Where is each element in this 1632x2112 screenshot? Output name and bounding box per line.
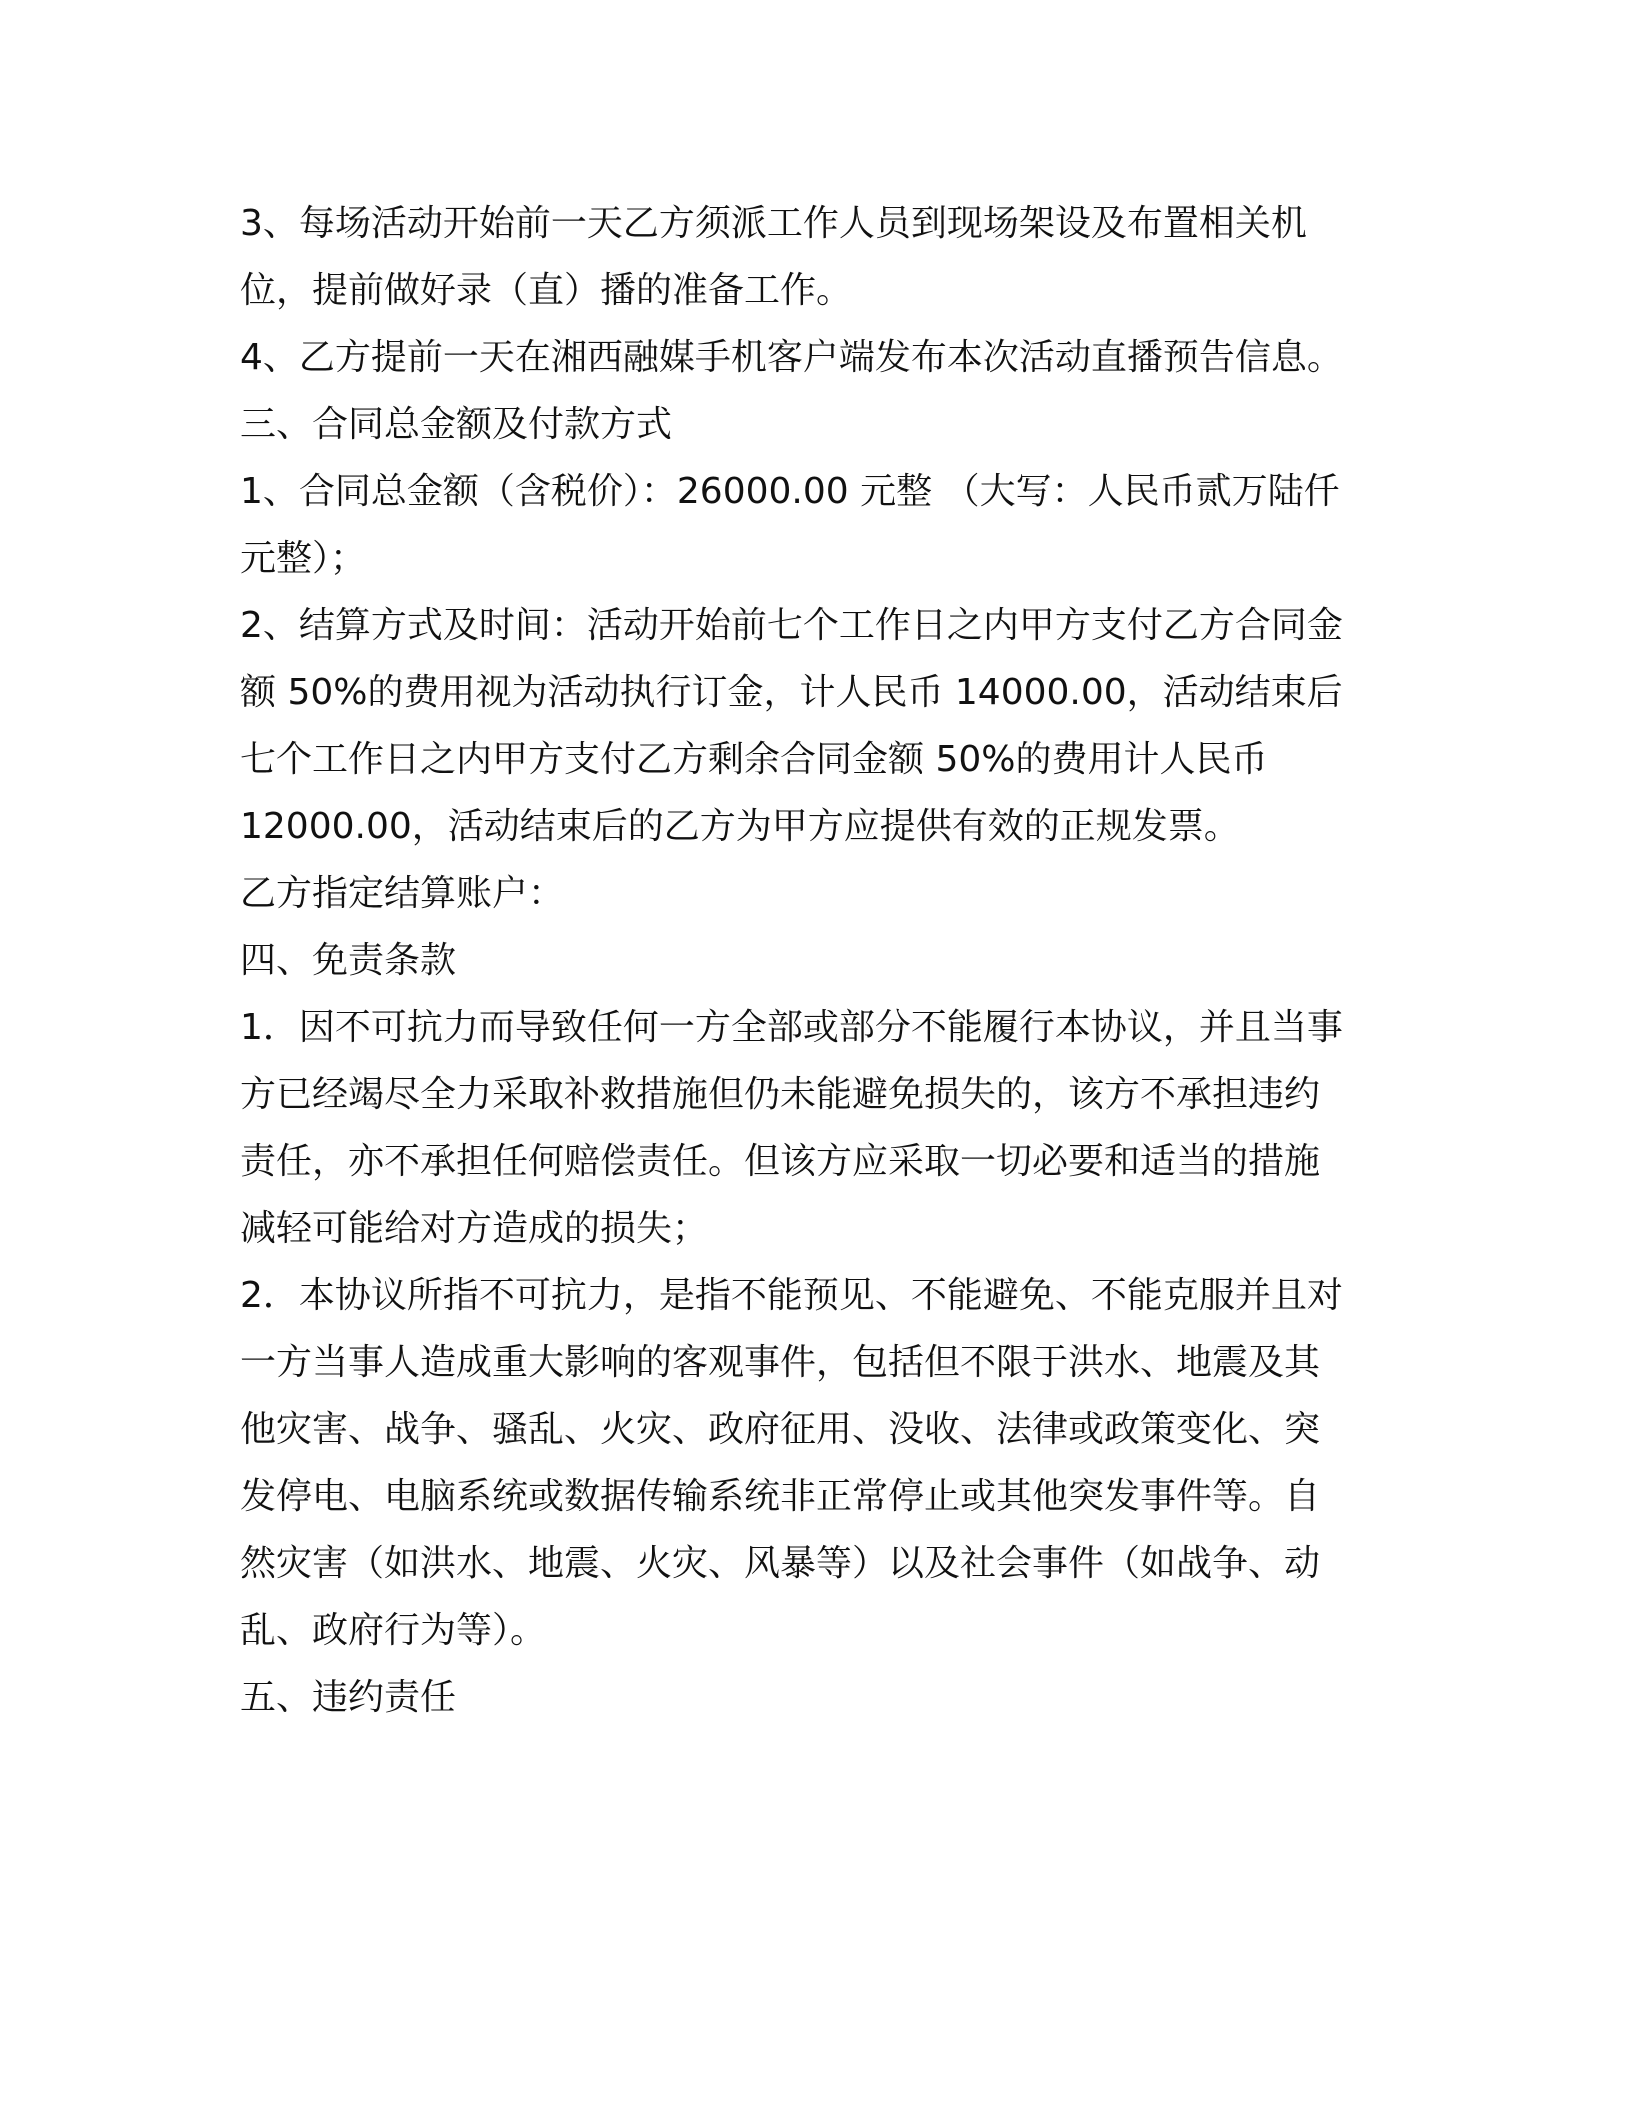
paragraph xyxy=(240,324,1390,391)
text-line: 4、乙方提前一天在湘西融媒手机客户端发布本次活动直播预告信息。 xyxy=(240,337,1343,378)
text-line: 乙方指定结算账户： xyxy=(240,873,565,914)
text-line: 1、合同总金额（含税价）：26000.00 元整 （大写：人民币贰万陆仟 xyxy=(240,471,1340,512)
paragraph xyxy=(240,927,1390,994)
text-line: 七个工作日之内甲方支付乙方剩余合同金额 50%的费用计人民币 xyxy=(240,739,1268,780)
paragraph xyxy=(240,458,1390,592)
text-line: 一方当事人造成重大影响的客观事件，包括但不限于洪水、地震及其 xyxy=(240,1342,1321,1383)
text-line: 乱、政府行为等）。 xyxy=(240,1610,547,1651)
text-line: 责任，亦不承担任何赔偿责任。但该方应采取一切必要和适当的措施 xyxy=(240,1141,1321,1182)
text-line: 然灾害（如洪水、地震、火灾、风暴等）以及社会事件（如战争、动 xyxy=(240,1543,1321,1584)
text-line: 1．因不可抗力而导致任何一方全部或部分不能履行本协议，并且当事 xyxy=(240,1007,1343,1048)
paragraph xyxy=(240,391,1390,458)
text-line: 三、合同总金额及付款方式 xyxy=(240,404,673,445)
text-line: 2、结算方式及时间：活动开始前七个工作日之内甲方支付乙方合同金 xyxy=(240,605,1343,646)
paragraph xyxy=(240,860,1390,927)
text-line: 减轻可能给对方造成的损失； xyxy=(240,1208,709,1249)
text-line: 方已经竭尽全力采取补救措施但仍未能避免损失的，该方不承担违约 xyxy=(240,1074,1321,1115)
document-body xyxy=(240,190,1390,1731)
text-line: 位，提前做好录（直）播的准备工作。 xyxy=(240,270,853,311)
text-line: 四、免责条款 xyxy=(240,940,457,981)
paragraph xyxy=(240,1664,1390,1731)
text-line: 2．本协议所指不可抗力，是指不能预见、不能避免、不能克服并且对 xyxy=(240,1275,1343,1316)
text-line: 他灾害、战争、骚乱、火灾、政府征用、没收、法律或政策变化、突 xyxy=(240,1409,1321,1450)
text-line: 额 50%的费用视为活动执行订金，计人民币 14000.00，活动结束后 xyxy=(240,672,1343,713)
text-line: 12000.00，活动结束后的乙方为甲方应提供有效的正规发票。 xyxy=(240,806,1240,847)
text-line: 3、每场活动开始前一天乙方须派工作人员到现场架设及布置相关机 xyxy=(240,203,1307,244)
paragraph xyxy=(240,190,1390,324)
paragraph xyxy=(240,592,1390,860)
paragraph xyxy=(240,994,1390,1262)
text-line: 发停电、电脑系统或数据传输系统非正常停止或其他突发事件等。自 xyxy=(240,1476,1321,1517)
paragraph xyxy=(240,1262,1390,1664)
text-line: 元整）； xyxy=(240,538,367,579)
text-line: 五、违约责任 xyxy=(240,1677,457,1718)
